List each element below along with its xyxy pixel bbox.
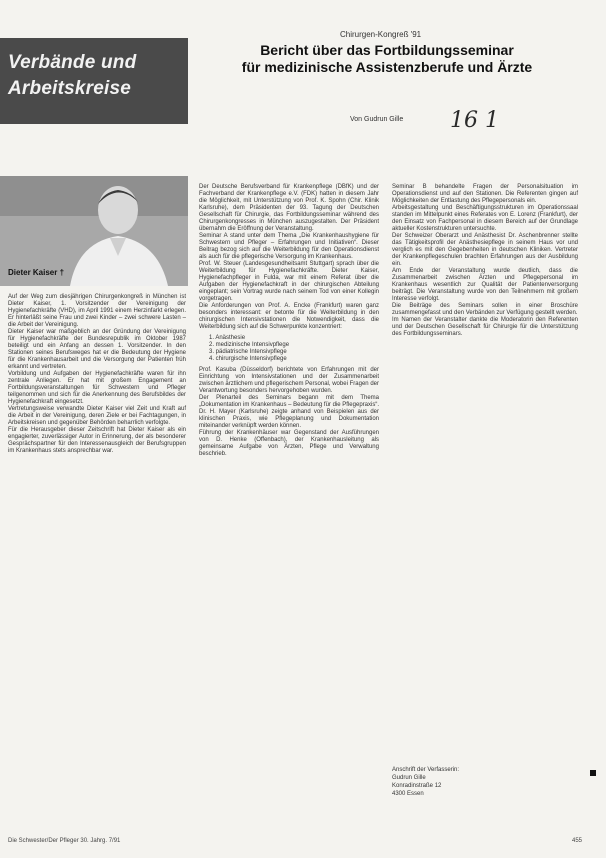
- kicker: Chirurgen-Kongreß '91: [340, 30, 422, 39]
- banner-line-2: Arbeitskreise: [8, 78, 132, 99]
- column-2-paragraph: Prof. W. Steuer (Landesgesundheitsamt Stuttgart) sprach über die Weiterbildung für Hygienefachkräfte. Dieter Kaiser, Hygienefachpfleger in Fulda, war mit einem Referat über die Aufgaben der Hygienefachkraft in der chirurgischen Abteilung eingeplant; sein Vortrag wurde nach seinem Tod von einer Kollegin vorgetragen.: [199, 261, 379, 302]
- column-3-paragraph: Der Schweizer Oberarzt und Anästhesist Dr. Aschenbrenner stellte das Tätigkeitsprofil der Anästhesiepflege in seinem Haus vor und verglich es mit den Gegebenheiten in deutschen Kliniken. Vertreter der Krankenpflegeschulen brachten Erfahrungen aus der Ausbildung ein.: [392, 233, 578, 267]
- headline-line-2: für medizinische Assistenzberufe und Ärzte: [241, 59, 533, 75]
- photo-caption: Dieter Kaiser †: [8, 268, 65, 277]
- column-2-paragraph: Prof. Kasuba (Düsseldorf) berichtete von Erfahrungen mit der Einrichtung von Intensivstationen und der Zusammenarbeit zwischen ärztlichem und pflegerischem Personal, wobei Fragen der Verantwortung besonders hervorgehoben wurden.: [199, 367, 379, 394]
- column-2: [199, 184, 379, 458]
- address-street: Konradinstraße 12: [392, 783, 442, 789]
- column-1-paragraph: Vorbildung und Aufgaben der Hygienefachkräfte waren für ihn zentrale Anliegen. Er hat mit großem Engagement an Fortbildungsveranstaltungen für Schwestern und Pfleger teilgenommen und sich für die Anerkennung des Berufsbildes der Hygienefachkraft eingesetzt.: [8, 371, 186, 405]
- topic-item: 3. pädiatrische Intensivpflege: [209, 349, 287, 355]
- column-3-paragraph: Am Ende der Veranstaltung wurde deutlich, dass die Zusammenarbeit zwischen Ärzten und Pflegepersonal im Krankenhaus wesentlich zur Qualität der Patientenversorgung beiträgt. Die Veranstaltung wurde von den Teilnehmern mit großem Interesse verfolgt.: [392, 268, 578, 302]
- column-3-paragraph: Im Namen der Veranstalter dankte die Moderatorin den Referenten und der Deutschen Gesellschaft für Chirurgie für die Unterstützung des Fortbildungsseminars.: [392, 317, 578, 337]
- topic-item: 4. chirurgische Intensivpflege: [209, 356, 287, 362]
- column-2-paragraph: Die Anforderungen von Prof. A. Encke (Frankfurt) waren ganz besonders interessant: er betonte für die Weiterbildung in den chirurgischen Intensivstationen die Notwendigkeit, dass die Weiterbildung sich auf die Schwerpunkte konzentriert:: [199, 303, 379, 330]
- column-3-paragraph: Die Beiträge des Seminars sollen in einer Broschüre zusammengefasst und den Verbänden zur Verfügung gestellt werden.: [392, 303, 578, 316]
- column-1: [8, 294, 186, 455]
- column-2-paragraph: Der Plenarteil des Seminars begann mit dem Thema „Dokumentation im Krankenhaus – Bedeutung für die Pflegepraxis“. Dr. H. Mayer (Karlsruhe) zeigte anhand von Beispielen aus der klinischen Praxis, wie Pflegeplanung und Dokumentation miteinander verknüpft werden können.: [199, 395, 379, 429]
- column-3-paragraph: Seminar B behandelte Fragen der Personalsituation im Operationsdienst und auf den Stationen. Die Referenten gingen auf Möglichkeiten der Entlastung des Pflegepersonals ein.: [392, 184, 578, 204]
- column-2-paragraph: Der Deutsche Berufsverband für Krankenpflege (DBfK) und der Fachverband der Krankenpflege e.V. (FDK) hatten in diesem Jahr die Möglichkeit, mit Unterstützung von Prof. K. Spohn (Chir. Klinik Karlsruhe), dem Präsidenten der 93. Tagung der Deutschen Gesellschaft für Chirurgie, das Fortbildungsseminar während des Chirurgenkongresses in München auszugestalten. Der Präsident übernahm die Eröffnung der Veranstaltung.: [199, 184, 379, 232]
- headline-line-1: Bericht über das Fortbildungsseminar: [260, 42, 514, 58]
- headline: [222, 42, 552, 76]
- address-label: Anschrift der Verfasserin:: [392, 767, 460, 773]
- column-1-paragraph: Vertretungsweise verwandte Dieter Kaiser viel Zeit und Kraft auf die Arbeit in der Vereinigung, deren Ziele er bei Fachtagungen, in Arbeitskreisen und gegenüber Behörden beharrlich verfolgte.: [8, 406, 186, 426]
- author-address: [392, 766, 552, 798]
- address-name: Gudrun Gille: [392, 775, 426, 781]
- column-3: [392, 184, 578, 338]
- section-banner: [0, 38, 188, 124]
- page-number: 455: [572, 838, 583, 844]
- column-2-paragraph: Seminar A stand unter dem Thema „Die Krankenhaushygiene für Schwestern und Pfleger – Erfahrungen und Initiativen“. Dieser Beitrag bezog sich auf die Weiterbildung für den Operationsdienst als auch für die pflegerische Versorgung im Krankenhaus.: [199, 233, 379, 260]
- byline: Von Gudrun Gille: [350, 116, 404, 123]
- column-1-paragraph: Auf der Weg zum diesjährigen Chirurgenkongreß in München ist Dieter Kaiser, 1. Vorsitzender der Vereinigung der Hygienefachkräfte (VHD), im April 1991 einem Herzinfarkt erlegen. Er hinterläßt seine Frau und zwei Kinder – zwei schwere Lasten – die Arbeit der Vereinigung.: [8, 294, 186, 328]
- column-3-paragraph: Arbeitsgestaltung und Beschäftigungsstrukturen im Operationssaal standen im Mittelpunkt eines Referates von E. Lorenz (Frankfurt), der den Einsatz von Fachpersonal in diesem Bereich auf der Grundlage aktueller Kostenstrukturen untersuchte.: [392, 205, 578, 232]
- end-mark: [590, 770, 596, 776]
- topic-item: 2. medizinische Intensivpflege: [209, 342, 290, 348]
- column-2-paragraph: Führung der Krankenhäuser war Gegenstand der Ausführungen von D. Henke (Offenbach), der Krankenhausleitung als gemeinsame Aufgabe von Ärzten, Pflege und Verwaltung beschrieb.: [199, 430, 379, 457]
- topic-list: [209, 335, 379, 363]
- topic-item: 1. Anästhesie: [209, 335, 246, 341]
- column-1-paragraph: Für die Herausgeber dieser Zeitschrift hat Dieter Kaiser als ein engagierter, zuverlässiger Autor in Erinnerung, der als besonderer Gesprächspartner für den Interessenausgleich der Berufsgruppen im Krankenhaus stets ansprechbar war.: [8, 427, 186, 454]
- banner-line-1: Verbände und: [8, 52, 137, 73]
- address-city: 4300 Essen: [392, 791, 424, 797]
- handwritten-mark: 16 1: [450, 108, 499, 133]
- footer-source: Die Schwester/Der Pfleger 30. Jahrg. 7/91: [8, 838, 121, 844]
- column-1-paragraph: Dieter Kaiser war maßgeblich an der Gründung der Vereinigung für Hygienefachkräfte der Bundesrepublik im Oktober 1987 beteiligt und ein Anfang an dessen 1. Vorsitzender. In den Stationen seines Berufsweges hat er die Bedeutung der Hygiene für die Krankenhausarbeit und die Versorgung der Patienten früh erkannt und vertreten.: [8, 329, 186, 370]
